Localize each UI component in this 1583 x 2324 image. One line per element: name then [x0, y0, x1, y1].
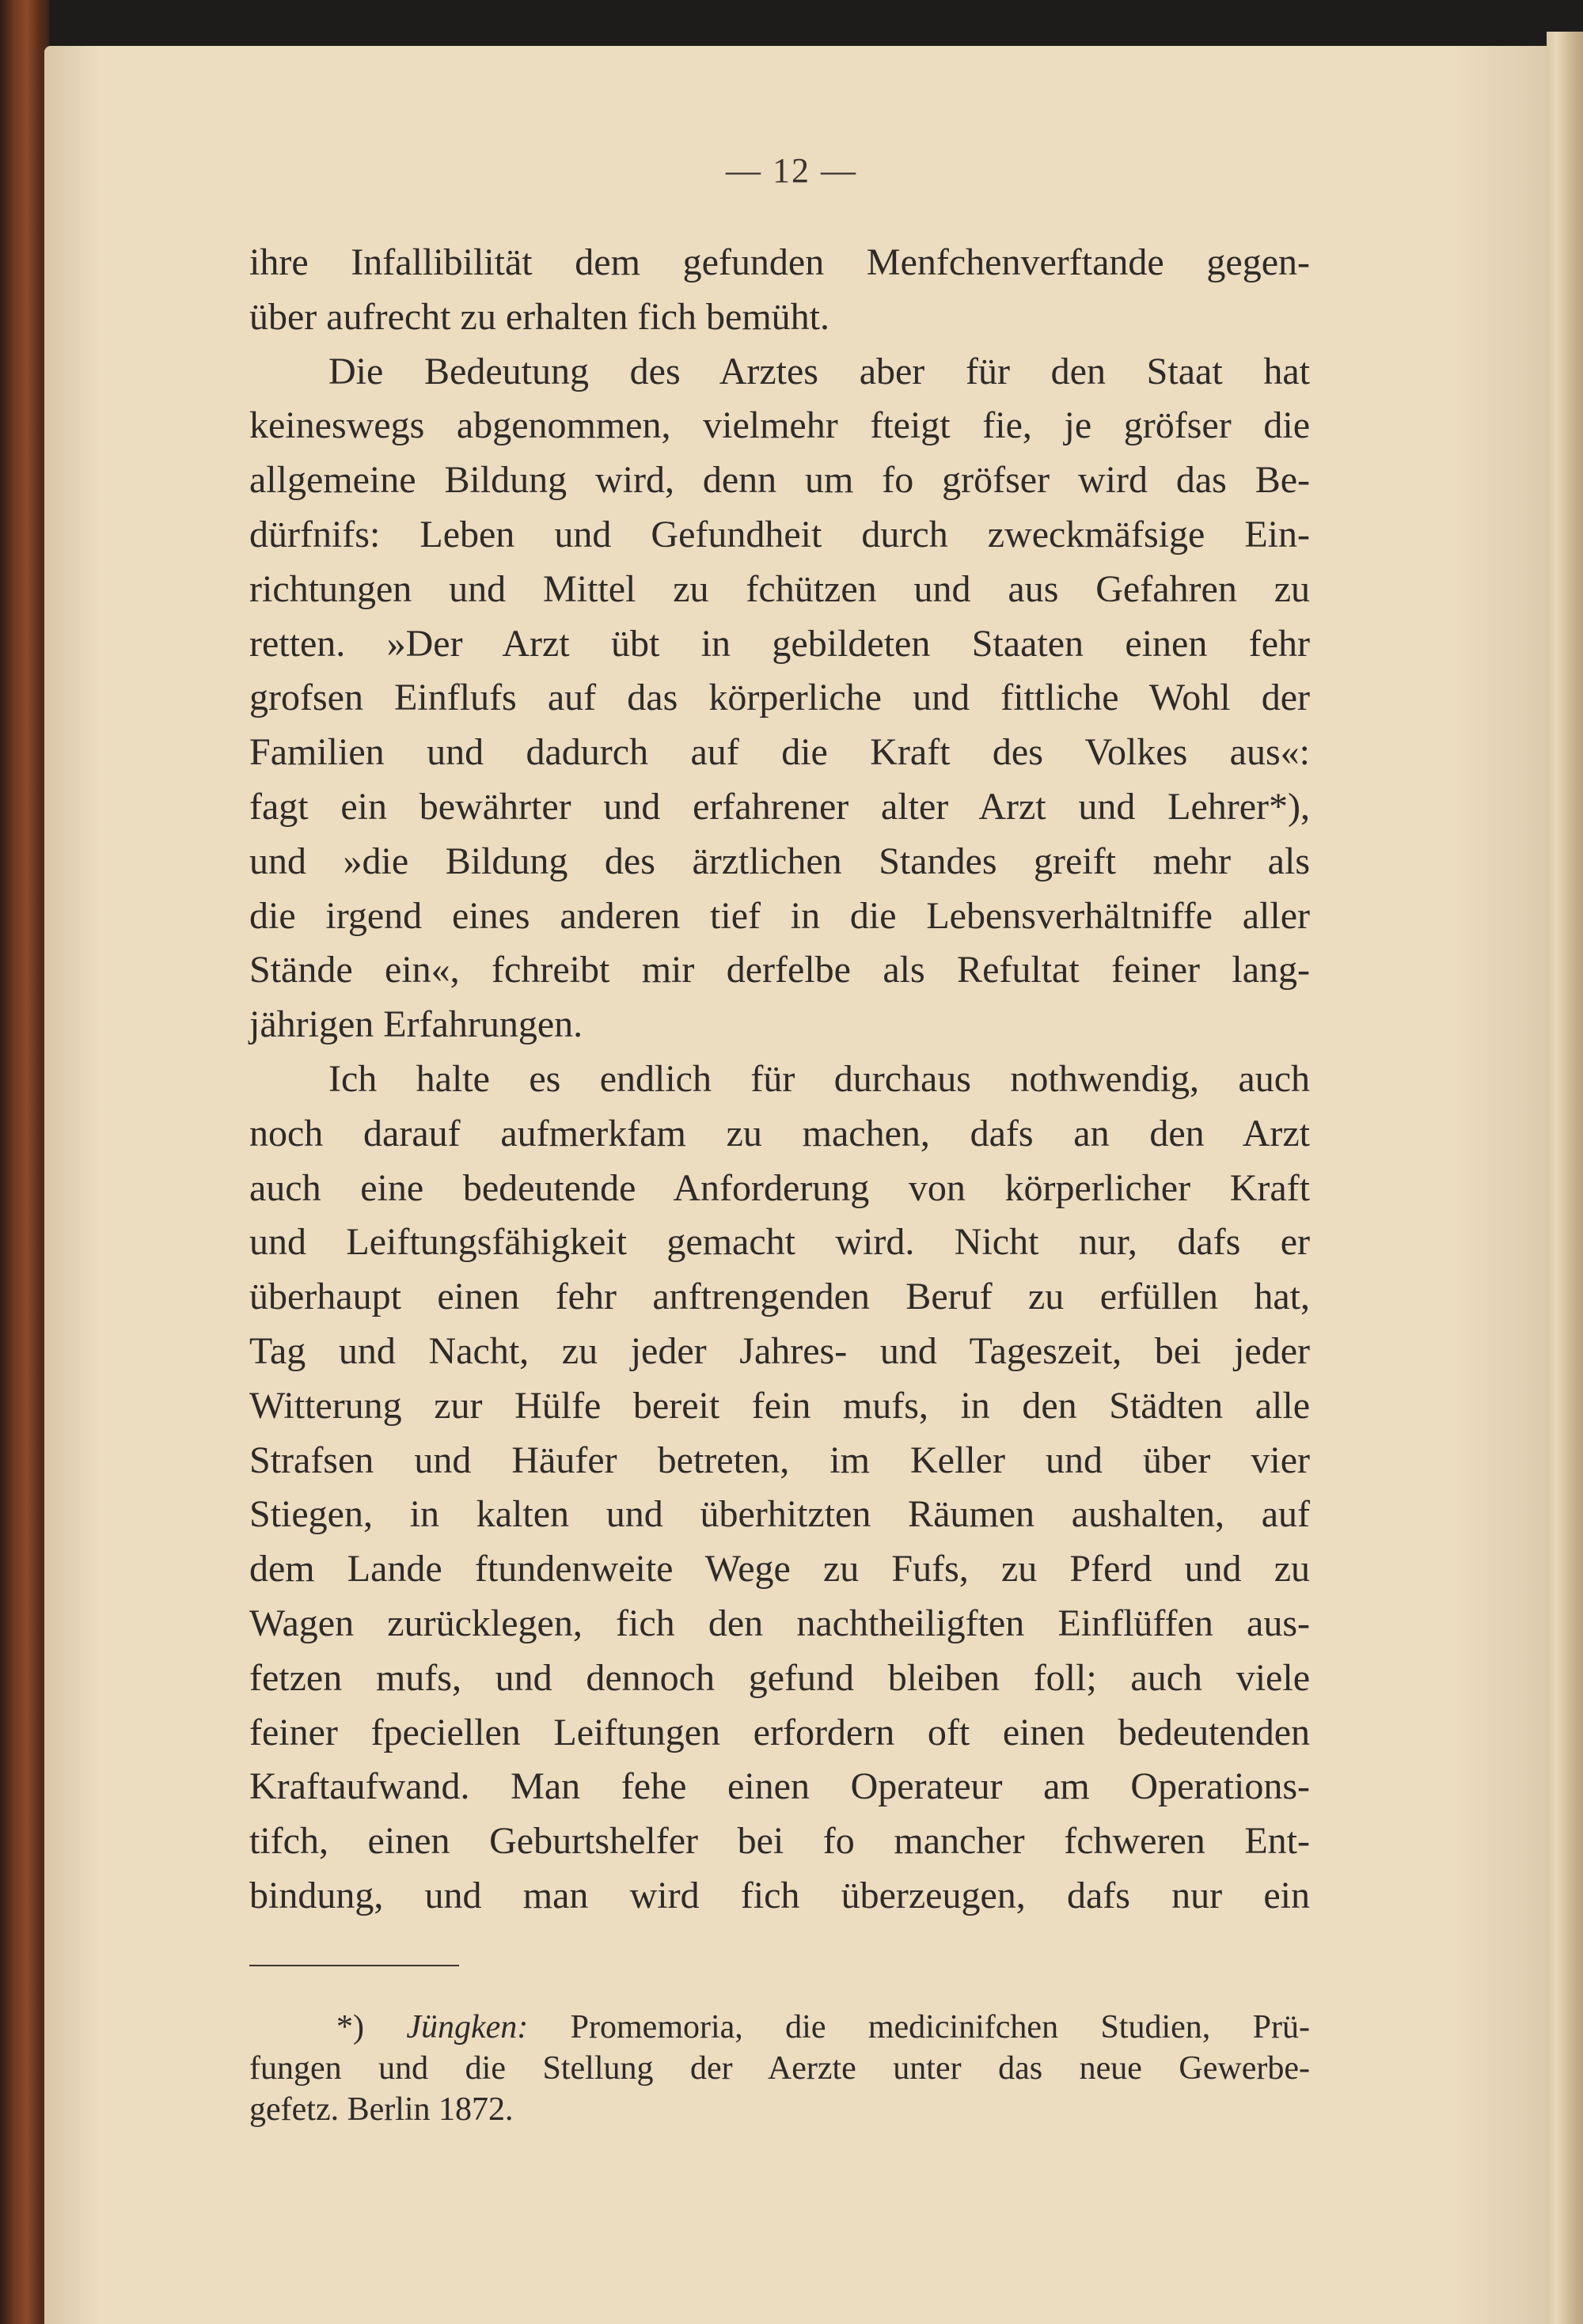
- text-line: richtungen und Mittel zu fchützen und aus Gefahren zu: [249, 567, 1310, 610]
- footnote-line: gefetz. Berlin 1872.: [249, 2091, 514, 2128]
- footnote: [249, 2007, 1310, 2130]
- text-line: Stiegen, in kalten und überhitzten Räumen aushalten, auf: [249, 1493, 1310, 1536]
- text-line: jährigen Erfahrungen.: [249, 1003, 583, 1046]
- text-line: Tag und Nacht, zu jeder Jahres- und Tageszeit, bei jeder: [249, 1329, 1310, 1372]
- book-spine: [0, 0, 49, 2324]
- text-line: bindung, und man wird fich überzeugen, dafs nur ein: [249, 1874, 1310, 1916]
- text-line: auch eine bedeutende Anforderung von körperlicher Kraft: [249, 1166, 1310, 1209]
- text-line: noch darauf aufmerkfam zu machen, dafs an den Arzt: [249, 1112, 1310, 1154]
- text-line: Kraftaufwand. Man fehe einen Operateur am Operations-: [249, 1765, 1310, 1808]
- text-line: Ich halte es endlich für durchaus nothwendig, auch: [328, 1057, 1310, 1100]
- text-line: über aufrecht zu erhalten fich bemüht.: [249, 295, 829, 338]
- text-line: überhaupt einen fehr anftrengenden Beruf zu erfüllen hat,: [249, 1276, 1310, 1318]
- footnote-line: fungen und die Stellung der Aerzte unter das neue Gewerbe-: [249, 2050, 1310, 2087]
- footnote-rule: [249, 1965, 459, 1966]
- footnote-text: Promemoria, die medicinifchen Studien, Prü-: [570, 2009, 1310, 2045]
- text-line: ihre Infallibilität dem gefunden Menfchenverftande gegen-: [249, 241, 1310, 283]
- text-line: retten. »Der Arzt übt in gebildeten Staaten einen fehr: [249, 622, 1310, 665]
- text-line: Die Bedeutung des Arztes aber für den Staat hat: [328, 350, 1310, 392]
- text-line: Wagen zurücklegen, fich den nachtheiligften Einflüffen aus-: [249, 1602, 1310, 1644]
- text-line: Familien und dadurch auf die Kraft des Volkes aus«:: [249, 731, 1310, 774]
- text-line: die irgend eines anderen tief in die Lebensverhältniffe aller: [249, 894, 1310, 937]
- text-line: dem Lande ftundenweite Wege zu Fufs, zu Pferd und zu: [249, 1548, 1310, 1590]
- footnote-line: [249, 2007, 1310, 2048]
- body-text: [249, 236, 1310, 1924]
- text-line: tifch, einen Geburtshelfer bei fo mancher fchweren Ent-: [249, 1820, 1310, 1863]
- page-edge: [1547, 32, 1583, 2324]
- text-line: fagt ein bewährter und erfahrener alter Arzt und Lehrer*),: [249, 785, 1310, 828]
- footnote-marker: *): [336, 2009, 364, 2045]
- text-line: allgemeine Bildung wird, denn um fo gröfser wird das Be-: [249, 459, 1310, 502]
- text-line: dürfnifs: Leben und Gefundheit durch zweckmäfsige Ein-: [249, 513, 1310, 555]
- text-line: feiner fpeciellen Leiftungen erfordern oft einen bedeutenden: [249, 1711, 1310, 1753]
- text-line: Strafsen und Häufer betreten, im Keller und über vier: [249, 1439, 1310, 1481]
- text-line: Stände ein«, fchreibt mir derfelbe als Refultat feiner lang-: [249, 949, 1310, 991]
- text-line: und Leiftungsfähigkeit gemacht wird. Nicht nur, dafs er: [249, 1221, 1310, 1264]
- text-line: keineswegs abgenommen, vielmehr fteigt fie, je gröfser die: [249, 404, 1310, 447]
- text-line: und »die Bildung des ärztlichen Standes greift mehr als: [249, 840, 1310, 882]
- text-line: Witterung zur Hülfe bereit fein mufs, in den Städten alle: [249, 1384, 1310, 1427]
- page-number: — 12 —: [726, 151, 857, 190]
- text-line: grofsen Einflufs auf das körperliche und fittliche Wohl der: [249, 677, 1310, 719]
- footnote-author: Jüngken:: [406, 2009, 529, 2045]
- text-line: fetzen mufs, und dennoch gefund bleiben foll; auch viele: [249, 1656, 1310, 1699]
